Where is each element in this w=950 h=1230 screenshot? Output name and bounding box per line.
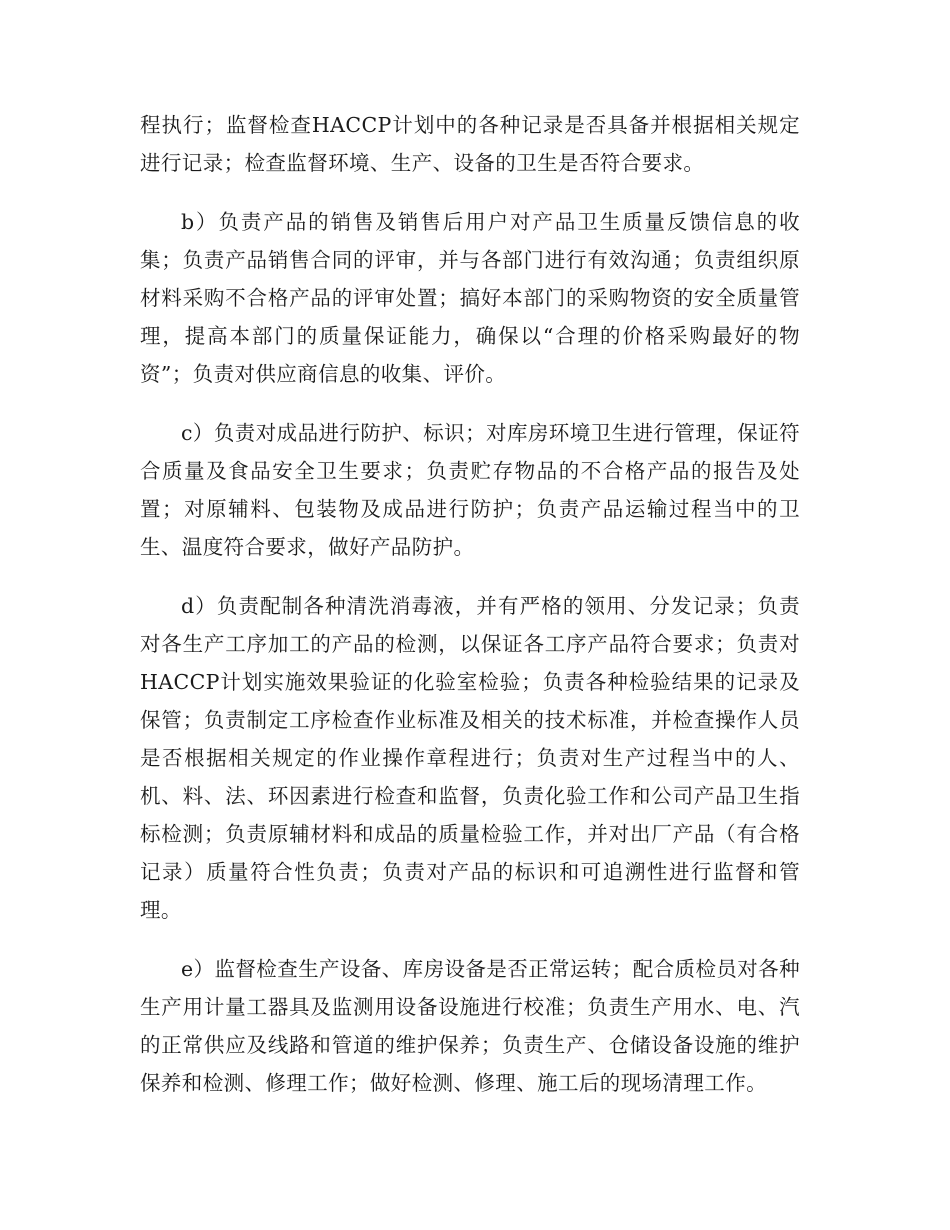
document-body	[140, 106, 800, 1123]
paragraph-item-e: e）监督检查生产设备、库房设备是否正常运转；配合质检员对各种生产用计量工器具及监测用设备设施进行校准；负责生产用水、电、汽的正常供应及线路和管道的维护保养；负责生产、仓储设备设施的维护保养和检测、修理工作；做好检测、修理、施工后的现场清理工作。	[140, 957, 800, 1095]
paragraph-continuation: 程执行；监督检查HACCP计划中的各种记录是否具备并根据相关规定进行记录；检查监督环境、生产、设备的卫生是否符合要求。	[140, 113, 800, 175]
paragraph-item-c: c）负责对成品进行防护、标识；对库房环境卫生进行管理，保证符合质量及食品安全卫生要求；负责贮存物品的不合格产品的报告及处置；对原辅料、包装物及成品进行防护；负责产品运输过程当中的卫生、温度符合要求，做好产品防护。	[140, 421, 800, 559]
paragraph-item-b: b）负责产品的销售及销售后用户对产品卫生质量反馈信息的收集；负责产品销售合同的评审，并与各部门进行有效沟通；负责组织原材料采购不合格产品的评审处置；搞好本部门的采购物资的安全质量管理，提高本部门的质量保证能力，确保以“合理的价格采购最好的物资”；负责对供应商信息的收集、评价。	[140, 210, 800, 386]
paragraph-item-d: d）负责配制各种清洗消毒液，并有严格的领用、分发记录；负责对各生产工序加工的产品的检测，以保证各工序产品符合要求；负责对HACCP计划实施效果验证的化验室检验；负责各种检验结果的记录及保管；负责制定工序检查作业标准及相关的技术标准，并检查操作人员是否根据相关规定的作业操作章程进行；负责对生产过程当中的人、机、料、法、环因素进行检查和监督，负责化验工作和公司产品卫生指标检测；负责原辅材料和成品的质量检验工作，并对出厂产品（有合格记录）质量符合性负责；负责对产品的标识和可追溯性进行监督和管理。	[140, 594, 800, 922]
